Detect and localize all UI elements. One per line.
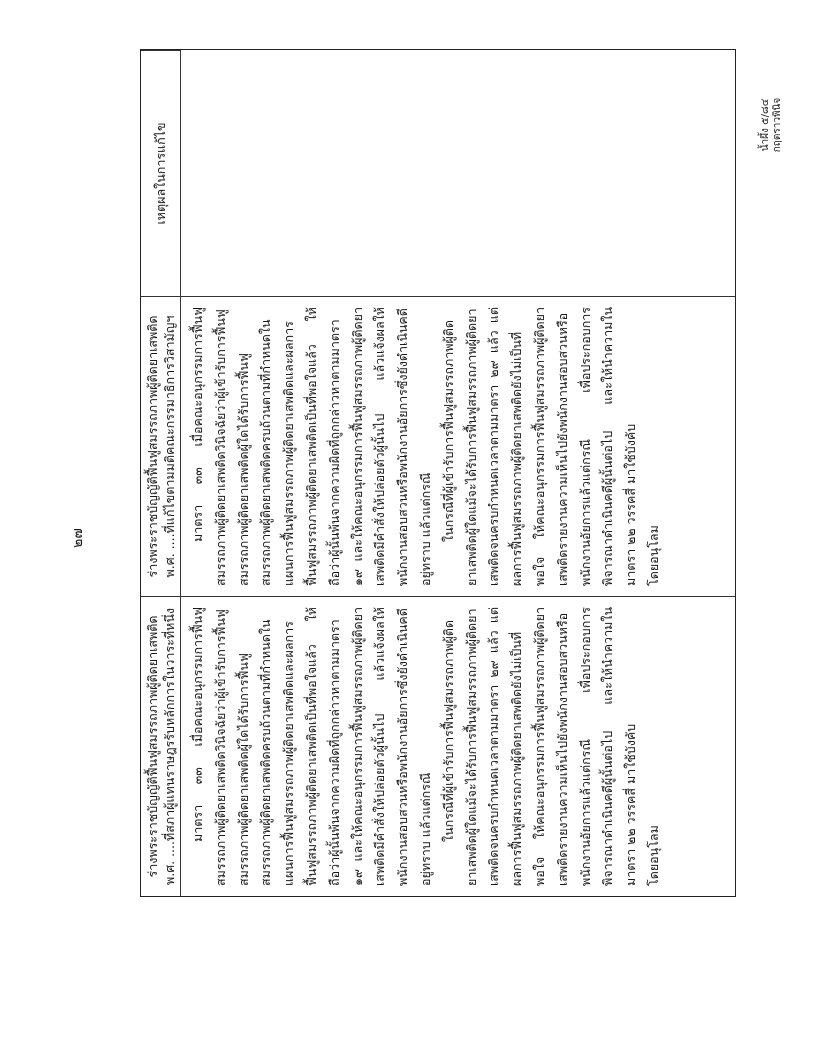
header-original-line-1: ร่างพระราชบัญญัติฟื้นฟูสมรรถภาพผู้ติดยาเสพติด: [144, 615, 160, 878]
original-paragraph-3: โดยอนุโลม: [645, 825, 661, 886]
original-paragraph-2: ในกรณีที่ผู้เข้ารับการฟื้นฟูสมรรถภาพผู้ติดยาเสพติดผู้ใดแม้จะได้รับการฟื้นฟูสมรรถภาพผู้ติดยาเสพติดจนครบกำหนดเวลาตามมาตรา ๒๙ แล้ว แต่ผลการฟื้นฟูสมรรถภาพผู้ติดยาเสพติดยังไม่เป็นที่พอใจ ให้คณะอนุกรรมการฟื้นฟูสมรรถภาพผู้ติดยาเสพติดรายงานความเห็นไปยังพนักงานสอบสวนหรือพนักงานอัยการแล้วแต่กรณี เพื่อประกอบการพิจารณาดำเนินคดีผู้นั้นต่อไป และให้นำความในมาตรา ๒๒ วรรคสี่ มาใช้บังคับ: [440, 607, 639, 886]
cell-original-text: [181, 596, 735, 896]
original-paragraph-1: มาตรา ๓๓ เมื่อคณะอนุกรรมการฟื้นฟูสมรรถภาพผู้ติดยาเสพติดวินิจฉัยว่าผู้เข้ารับการฟื้นฟูสมรรถภาพผู้ติดยาเสพติดผู้ใดได้รับการฟื้นฟูสมรรถภาพผู้ติดยาเสพติดครบถ้วนตามที่กำหนดในแผนการฟื้นฟูสมรรถภาพผู้ติดยาเสพติดและผลการฟื้นฟูสมรรถภาพผู้ติดยาเสพติดเป็นที่พอใจแล้ว ให้ถือว่าผู้นั้นพ้นจากความผิดที่ถูกกล่าวหาตามมาตรา ๑๙ และให้คณะอนุกรรมการฟื้นฟูสมรรถภาพผู้ติดยาเสพติดมีคำสั่งให้ปล่อยตัวผู้นั้นไป แล้วแจ้งผลให้พนักงานสอบสวนหรือพนักงานอัยการซึ่งยังดำเนินคดีอยู่ทราบ แล้วแต่กรณี: [190, 607, 433, 886]
header-amended-line-2: พ.ศ. ....ที่แก้ไขตามมติคณะกรรมาธิการวิสามัญฯ: [161, 315, 177, 578]
header-amended-line-1: ร่างพระราชบัญญัติฟื้นฟูสมรรถภาพผู้ติดยาเสพติด: [144, 315, 160, 578]
page-number: ๒๗: [70, 528, 86, 548]
footer-line-2: กฤตราวพินิจ: [772, 97, 783, 153]
footer-line-1: น้ำผึ้ง ๕/๘๔: [760, 98, 771, 152]
cell-reason-text: [181, 50, 735, 296]
header-original-line-2: พ.ศ. ....ที่สภาผู้แทนราษฎรรับหลักการในวาระที่หนึ่ง: [161, 607, 177, 886]
header-reason: [141, 50, 181, 296]
amended-paragraph-2: ในกรณีที่ผู้เข้ารับการฟื้นฟูสมรรถภาพผู้ติดยาเสพติดผู้ใดแม้จะได้รับการฟื้นฟูสมรรถภาพผู้ติดยาเสพติดจนครบกำหนดเวลาตามมาตรา ๒๙ แล้ว แต่ผลการฟื้นฟูสมรรถภาพผู้ติดยาเสพติดยังไม่เป็นที่พอใจ ให้คณะอนุกรรมการฟื้นฟูสมรรถภาพผู้ติดยาเสพติดรายงานความเห็นไปยังพนักงานสอบสวนหรือพนักงานอัยการแล้วแต่กรณี เพื่อประกอบการพิจารณาดำเนินคดีผู้นั้นต่อไป และให้นำความในมาตรา ๒๒ วรรคสี่ มาใช้บังคับ: [440, 307, 639, 586]
header-amended-bill: [141, 296, 181, 596]
header-original-bill: [141, 596, 181, 896]
amended-paragraph-1: มาตรา ๓๓ เมื่อคณะอนุกรรมการฟื้นฟูสมรรถภาพผู้ติดยาเสพติดวินิจฉัยว่าผู้เข้ารับการฟื้นฟูสมรรถภาพผู้ติดยาเสพติดผู้ใดได้รับการฟื้นฟูสมรรถภาพผู้ติดยาเสพติดครบถ้วนตามที่กำหนดในแผนการฟื้นฟูสมรรถภาพผู้ติดยาเสพติดและผลการฟื้นฟูสมรรถภาพผู้ติดยาเสพติดเป็นที่พอใจแล้ว ให้ถือว่าผู้นั้นพ้นจากความผิดที่ถูกกล่าวหาตามมาตรา ๑๙ และให้คณะอนุกรรมการฟื้นฟูสมรรถภาพผู้ติดยาเสพติดมีคำสั่งให้ปล่อยตัวผู้นั้นไป แล้วแจ้งผลให้พนักงานสอบสวนหรือพนักงานอัยการซึ่งยังดำเนินคดีอยู่ทราบ แล้วแต่กรณี: [190, 307, 433, 586]
amended-paragraph-3: โดยอนุโลม: [645, 525, 661, 586]
footer-note: [760, 98, 784, 153]
comparison-table: [140, 49, 736, 897]
cell-amended-text: [181, 296, 735, 596]
header-reason-label: เหตุผลในการแก้ไข: [153, 122, 168, 225]
